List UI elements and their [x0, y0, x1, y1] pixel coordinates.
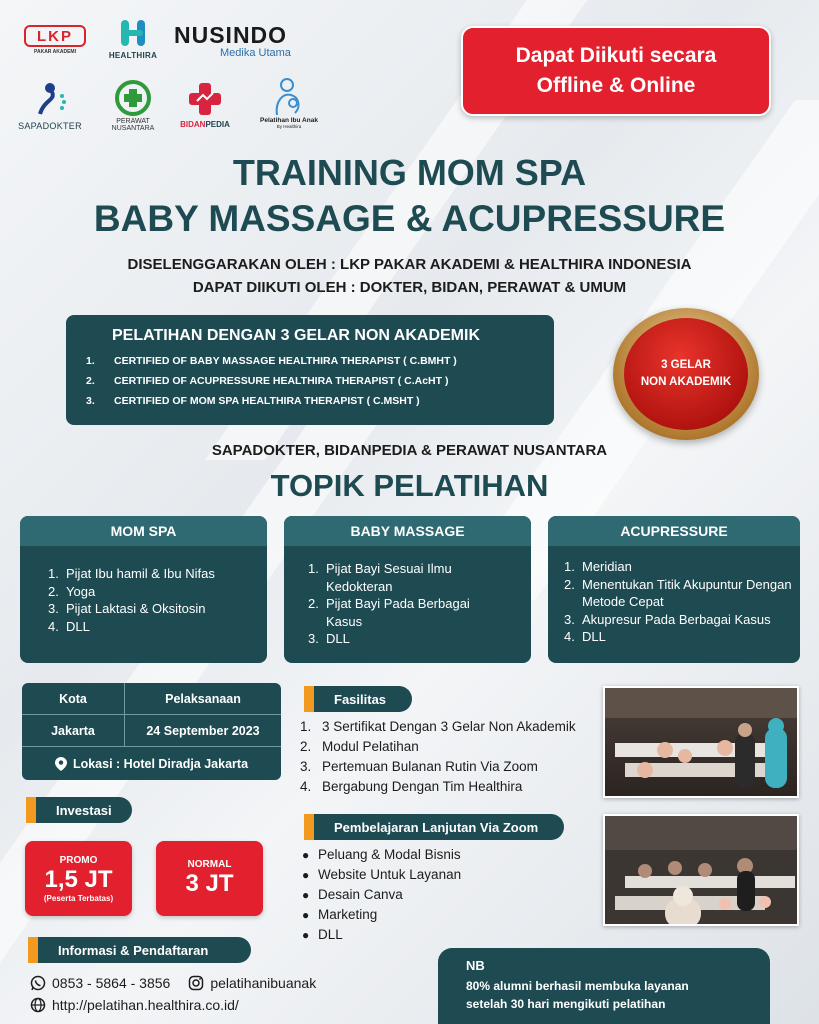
promo-price-box [25, 841, 132, 916]
certificate-text: CERTIFIED OF BABY MASSAGE HEALTHIRA THERAPIST ( C.BMHT ) [114, 355, 457, 367]
bullet-icon: ● [302, 908, 310, 922]
topic-num: 2. [48, 583, 59, 599]
topic-num: 3. [48, 601, 59, 616]
pelatihan-ibu-anak-logo-text: Pelatihan Ibu Anak [260, 117, 318, 124]
logo-sapadokter [12, 76, 88, 134]
nb-title: NB [466, 958, 485, 973]
title-line1: TRAINING MOM SPA [232, 152, 587, 193]
topic-text: Pijat Bayi Sesuai Ilmu Kedokteran [326, 561, 452, 594]
facility-item [300, 717, 576, 737]
advanced-text: DLL [318, 927, 343, 942]
advanced-text: Peluang & Modal Bisnis [318, 847, 461, 862]
advanced-item [302, 865, 461, 885]
normal-value: 3 JT [185, 870, 234, 897]
schedule-date: 24 September 2023 [146, 723, 260, 738]
topic-text: DLL [326, 631, 350, 646]
topic-item [48, 618, 257, 636]
topic-text: Pijat Bayi Pada Berbagai Kasus [326, 596, 470, 629]
topic-text: DLL [582, 629, 606, 644]
promo-value: 1,5 JT [44, 865, 113, 893]
facilities-tag: Fasilitas [314, 686, 412, 712]
phone-number: 0853 - 5864 - 3856 [52, 975, 171, 991]
bidanpedia-logo-text [180, 120, 230, 129]
whatsapp-icon [30, 975, 46, 991]
facility-item [300, 777, 576, 797]
normal-label: NORMAL [187, 859, 232, 870]
facility-num: 2. [300, 739, 312, 754]
topic-item [48, 600, 257, 618]
training-photo-2-image [605, 816, 799, 926]
topic-text: DLL [66, 618, 90, 634]
certificate-num: 3. [86, 395, 95, 407]
topic-card-title: BABY MASSAGE [284, 516, 531, 546]
normal-price-box [156, 841, 263, 916]
advanced-learning-list [302, 845, 461, 945]
schedule-city: Jakarta [22, 715, 125, 746]
facility-num: 3. [300, 759, 312, 774]
topic-num: 4. [48, 618, 59, 634]
perawat-logo-line2: NUSANTARA [111, 125, 155, 132]
sapadokter-logo-text: SAPADOKTER [18, 120, 82, 131]
topic-text: Pijat Ibu hamil & Ibu Nifas [66, 566, 215, 581]
advanced-text: Website Untuk Layanan [318, 867, 462, 882]
facility-text: Modul Pelatihan [322, 739, 419, 754]
certificate-text: CERTIFIED OF ACUPRESSURE HEALTHIRA THERAPIST ( C.AcHT ) [114, 375, 449, 387]
training-photo-1 [603, 686, 799, 798]
advanced-item [302, 885, 461, 905]
certificates-title: PELATIHAN DENGAN 3 GELAR NON AKADEMIK [112, 327, 481, 344]
topic-text: Menentukan Titik Akupuntur Dengan Metode Cepat [582, 576, 792, 609]
topic-card-title: MOM SPA [20, 516, 267, 546]
facility-text: Bergabung Dengan Tim Healthira [322, 779, 523, 794]
gelar-badge-inner [624, 318, 748, 430]
topic-item [308, 595, 481, 630]
topic-card-title: ACUPRESSURE [548, 516, 800, 546]
topic-item [48, 565, 257, 583]
topic-card-baby-massage [284, 516, 531, 663]
certificate-text: CERTIFIED OF MOM SPA HEALTHIRA THERAPIST ( C.MSHT ) [114, 395, 420, 407]
badge-line2: NON AKADEMIK [640, 376, 732, 388]
topic-card-mom-spa [20, 516, 267, 663]
bullet-icon: ● [302, 888, 310, 902]
facility-num: 4. [300, 779, 312, 794]
topic-num: 3. [564, 611, 575, 627]
facilities-list [300, 717, 576, 797]
lkp-logo-text: LKP [24, 25, 86, 47]
contact-website[interactable] [30, 997, 239, 1013]
topic-item [564, 628, 794, 646]
topics-title: TOPIK PELATIHAN [270, 468, 549, 503]
logo-lkp [22, 20, 88, 60]
topic-item [308, 630, 481, 648]
nb-line2: setelah 30 hari mengikuti pelatihan [466, 997, 666, 1011]
schedule-data-row [22, 715, 281, 746]
instagram-icon [188, 975, 204, 991]
bidanpedia-cross-icon [187, 81, 223, 117]
topic-text: Pijat Laktasi & Oksitosin [66, 601, 206, 616]
bidanpedia-logo-b: PEDIA [205, 120, 230, 129]
offline-online-banner [461, 26, 771, 116]
topic-item [48, 583, 257, 601]
topic-num: 1. [48, 566, 59, 581]
certificate-num: 2. [86, 375, 95, 387]
topic-list [284, 546, 531, 648]
topic-text: Yoga [66, 583, 96, 599]
sapadokter-icon [30, 80, 70, 118]
promo-note: (Peserta Terbatas) [43, 893, 114, 903]
certificate-num: 1. [86, 355, 95, 367]
certificates-box [66, 315, 554, 425]
bullet-icon: ● [302, 848, 310, 862]
topic-item [564, 611, 794, 629]
facility-item [300, 737, 576, 757]
organizer-text: DISELENGGARAKAN OLEH : LKP PAKAR AKADEMI & HEALTHIRA INDONESIA [127, 256, 692, 273]
registration-tag: Informasi & Pendaftaran [38, 937, 251, 963]
certificates-list [86, 351, 534, 411]
topic-text: Akupresur Pada Berbagai Kasus [582, 611, 771, 627]
offline-line2: Offline & Online [536, 74, 696, 97]
perawat-cross-icon [113, 80, 153, 116]
topic-item [308, 560, 481, 595]
topic-num: 4. [564, 629, 575, 644]
certificate-item [86, 371, 534, 391]
topic-num: 1. [308, 561, 319, 576]
certificate-item [86, 351, 534, 371]
advanced-learning-tag: Pembelajaran Lanjutan Via Zoom [314, 814, 564, 840]
topic-list [548, 546, 800, 646]
training-photo-1-image [605, 688, 799, 798]
logo-nusindo [174, 18, 324, 62]
nusindo-logo-sub: Medika Utama [220, 46, 291, 59]
advanced-item [302, 845, 461, 865]
facility-text: Pertemuan Bulanan Rutin Via Zoom [322, 759, 538, 774]
advanced-text: Desain Canva [318, 887, 403, 902]
facility-num: 1. [300, 719, 312, 734]
location-pin-icon [55, 757, 67, 771]
title-line2: BABY MASSAGE & ACUPRESSURE [93, 198, 726, 239]
lkp-logo-sub: PAKAR AKADEMI [34, 49, 76, 55]
schedule-col1-header: Kota [22, 683, 125, 714]
schedule-col2-header: Pelaksanaan [165, 691, 241, 706]
investment-tag: Investasi [36, 797, 132, 823]
bullet-icon: ● [302, 928, 310, 942]
topic-num: 1. [564, 559, 575, 574]
pelatihan-ibu-anak-logo-sub: By Healthira [276, 124, 302, 129]
schedule-location-text: Lokasi : Hotel Diradja Jakarta [72, 756, 249, 771]
topic-item [564, 558, 794, 576]
nb-box [438, 948, 770, 1024]
schedule-header-row [22, 683, 281, 714]
contact-phone[interactable] [30, 975, 316, 991]
advanced-item [302, 925, 461, 945]
training-photo-2 [603, 814, 799, 926]
topic-card-acupressure [548, 516, 800, 663]
website-url[interactable]: http://pelatihan.healthira.co.id/ [52, 997, 239, 1013]
logo-perawat-nusantara [100, 76, 166, 136]
logo-bidanpedia [170, 76, 240, 134]
nb-line1: 80% alumni berhasil membuka layanan [466, 979, 689, 993]
bidanpedia-logo-a: BIDAN [180, 120, 206, 129]
topic-item [564, 576, 794, 611]
partners-text: SAPADOKTER, BIDANPEDIA & PERAWAT NUSANTARA [211, 442, 608, 459]
facility-item [300, 757, 576, 777]
nusindo-logo-text: NUSINDO [174, 21, 288, 48]
facility-text: 3 Sertifikat Dengan 3 Gelar Non Akademik [322, 719, 576, 734]
badge-line1: 3 GELAR [661, 359, 711, 371]
topic-list [20, 546, 267, 635]
bullet-icon: ● [302, 868, 310, 882]
advanced-item [302, 905, 461, 925]
instagram-handle[interactable]: pelatihanibuanak [210, 975, 317, 991]
logo-pelatihan-ibu-anak [248, 70, 330, 136]
healthira-icon [115, 18, 151, 48]
certificate-item [86, 391, 534, 411]
gelar-badge [613, 308, 759, 440]
advanced-text: Marketing [318, 907, 378, 922]
perawat-logo-line1: PERAWAT [116, 118, 150, 125]
audience-text: DAPAT DIIKUTI OLEH : DOKTER, BIDAN, PERAWAT & UMUM [192, 279, 627, 296]
topic-num: 2. [564, 576, 575, 592]
logo-healthira [100, 14, 166, 64]
topic-num: 3. [308, 631, 319, 646]
promo-label: PROMO [59, 854, 98, 866]
schedule-location [22, 746, 281, 780]
offline-line1: Dapat Diikuti secara [515, 44, 717, 67]
globe-icon [30, 997, 46, 1013]
topic-text: Meridian [582, 559, 632, 574]
schedule-table [22, 683, 281, 780]
healthira-logo-text: HEALTHIRA [108, 51, 158, 60]
mother-child-icon [269, 77, 309, 117]
topic-num: 2. [308, 596, 319, 611]
